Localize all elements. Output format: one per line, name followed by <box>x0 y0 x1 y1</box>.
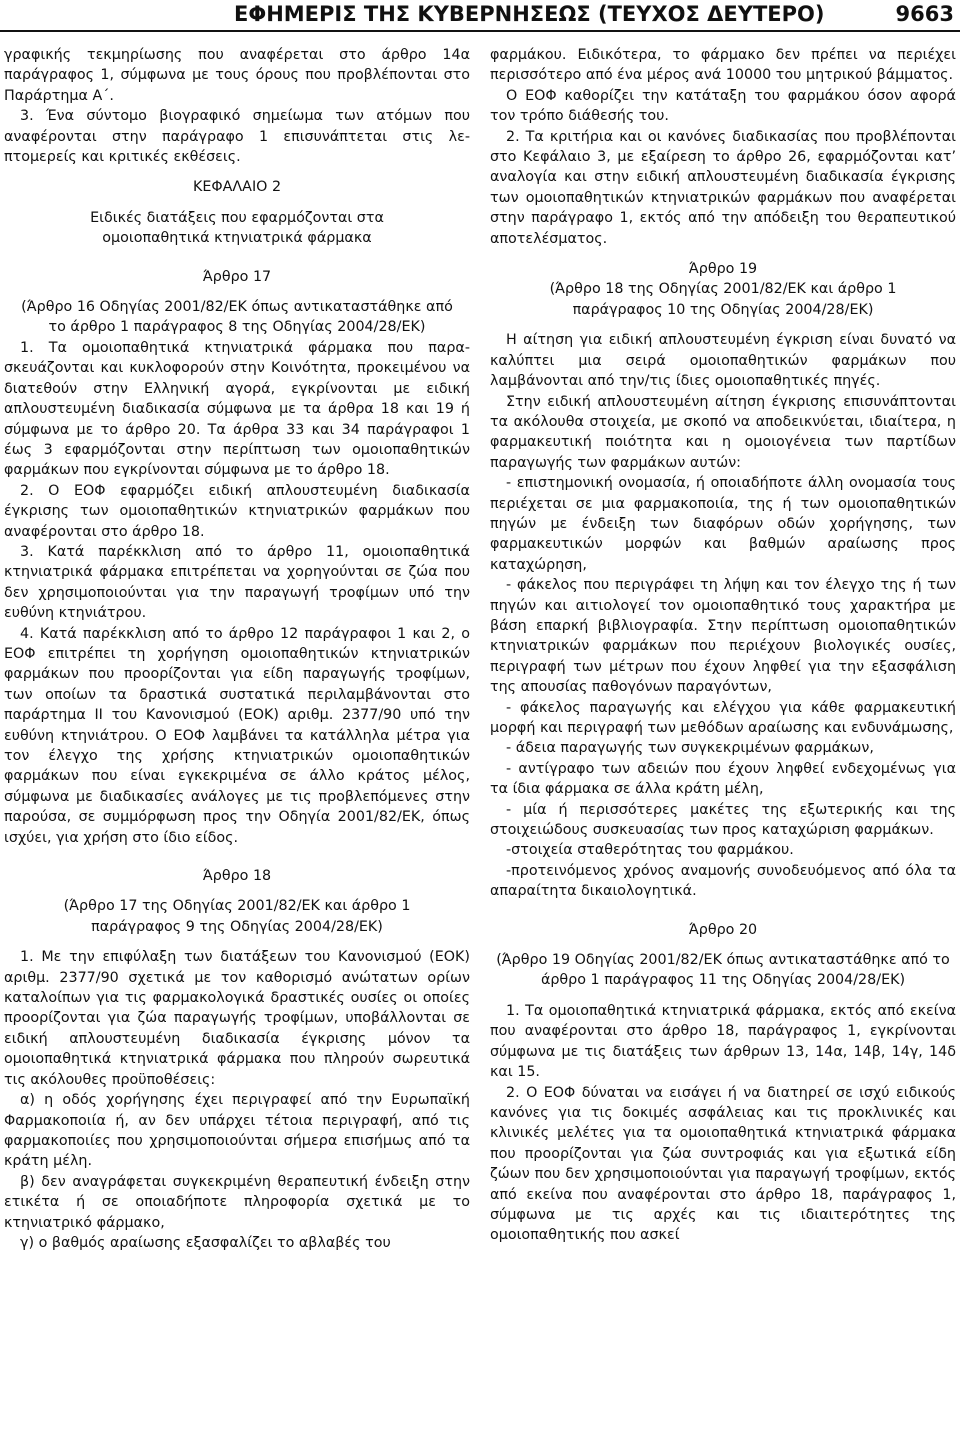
list-item: -στοιχεία σταθερότητας του φαρμάκου. <box>506 842 794 859</box>
list-item: -προτεινόμενος χρόνος αναμονής συνοδευόμενος από όλα τα απαραίτητα δικαιολογητικά. <box>490 862 956 900</box>
paragraph: Ο ΕΟΦ καθορίζει την κατάταξη του φαρμάκου όσον αφορά τον τρόπο διάθεσής του. <box>490 87 956 125</box>
list-item: - άδεια παραγωγής των συγκεκριμένων φαρμάκων, <box>506 740 874 757</box>
article-heading: Άρθρο 20 <box>688 921 758 938</box>
gazette-title: ΕΦΗΜΕΡΙΣ ΤΗΣ ΚΥΒΕΡΝΗΣΕΩΣ (ΤΕΥΧΟΣ ΔΕΥΤΕΡΟ) <box>234 2 825 26</box>
paragraph: γ) ο βαθμός αραίωσης εξασφαλίζει το αβλαβές του <box>20 1234 391 1251</box>
page-header <box>0 0 960 34</box>
article-reference: (Άρθρο 17 της Οδηγίας 2001/82/ΕΚ και άρθρο 1 παράγραφος 9 της Οδηγίας 2004/28/ΕΚ) <box>63 898 411 935</box>
chapter-heading: ΚΕΦΑΛΑΙΟ 2 <box>192 179 282 196</box>
list-item: - αντίγραφο των αδειών που έχουν ληφθεί ενδεχομένως για τα ίδια φάρμακα σε άλλα κράτη μέλη, <box>490 760 956 798</box>
paragraph: 3. Κατά παρέκκλιση από το άρθρο 11, ομοιοπαθητικά κτηνιατρικά φάρμακα επιτρέπεται να χορηγούνται σε ζώα που δεν χρησιμοποιούνται για την παραγωγή τροφίμων υπό την ευθύνη κτηνιάτρου. <box>4 543 470 622</box>
paragraph: 4. Κατά παρέκκλιση από το άρθρο 12 παράγραφοι 1 και 2, ο ΕΟΦ επιτρέπει τη χορήγηση ομοιοπαθητικών κτηνιατρικών φαρμάκων που προορίζονται για είδη παραγωγής τροφίμων, των οποίων τα δραστικά συστατικά περιλαμβάνονται στο παράρτημα ΙΙ του Κανονισμού (ΕΟΚ) αριθμ. 2377/90 υπό την ευθύνη κτηνιάτρου. Ο ΕΟΦ λαμβάνει τα κατάλληλα μέτρα για τον έλεγχο της χρήσης κτηνιατρικών ομοιοπαθητικών φαρμάκων που είναι εγκεκριμένα σε άλλο κράτος μέλος, σύμφωνα με διαδικασίες ανάλογες με τις προβλεπόμενες στην παρούσα, σε συμμόρφωση προς την Οδηγία 2001/82/ΕΚ, όπως ισχύει, για χρήση στο ίδιο είδος. <box>4 625 470 846</box>
page-number: 9663 <box>895 2 954 26</box>
chapter-title: Ειδικές διατάξεις που εφαρμόζονται στα ομοιοπαθητικά κτηνιατρικά φάρμακα <box>90 209 384 247</box>
article-heading: Άρθρο 18 <box>202 868 272 885</box>
paragraph: 1. Τα ομοιοπαθητικά κτηνιατρικά φάρμακα, εκτός από εκείνα που αναφέρονται στο άρθρο 18, παράγραφος 1, εγκρίνονται σύμφωνα με τις διατάξεις των άρθρων 13, 14α, 14β, 14γ, 14δ και 15. <box>490 1002 956 1081</box>
left-column <box>4 45 470 1253</box>
list-item: - μία ή περισσότερες μακέτες της εξωτερικής και της στοιχειώδους συσκευασίας των προς καταχώριση φαρμάκων. <box>490 801 956 839</box>
paragraph: 1. Με την επιφύλαξη των διατάξεων του Κανονισμού (ΕΟΚ) αριθμ. 2377/90 σχετικά με τον καθορισμό ανώτατων ορίων καταλοίπων για τις φαρμακολογικά δραστικές ουσίες οι οποίες προορίζονται για ζώα παραγωγής τροφίμων, υποβάλλονται σε ειδική απλουστευμένη διαδικασία έγκρισης μόνον τα ομοιοπαθητικά κτηνιατρικά φάρμακα που πληρούν σωρευτικά τις ακόλουθες προϋποθέσεις: <box>4 949 470 1088</box>
paragraph: 2. Ο ΕΟΦ δύναται να εισάγει ή να διατηρεί σε ισχύ ειδικούς κανόνες για τις δοκιμές ασφάλειας και τις προκλινικές και κλινικές μελέτες για τα ομοιοπαθητικά κτηνιατρικά φάρμακα που προορίζονται για ζώα συντροφιάς και για εξωτικά είδη ζώων που δεν χρησιμοποιούνται για παραγωγή τροφίμων, εκτός από εκείνα που αναφέρονται στο άρθρο 18, παράγραφος 1, σύμφωνα με τις αρχές και τις ιδιαιτερότητες της ομοιοπαθητικής που ασκεί <box>490 1084 956 1244</box>
paragraph: Στην ειδική απλουστευμένη αίτηση έγκρισης επισυνάπτονται τα ακόλουθα στοιχεία, με σκοπό να αποδεικνύεται, ιδιαίτερα, η φαρμακευτική ποιότητα και η ομοιογένεια των παρτίδων παραγωγής των φαρμάκων αυτών: <box>490 393 956 471</box>
paragraph: 3. Ένα σύντομο βιογραφικό σημείωμα των ατόμων που αναφέρονται στην παράγραφο 1 επισυνάπτεται στις λεπτομερείς και κριτικές εκθέσεις. <box>4 108 470 166</box>
article-heading: Άρθρο 17 <box>202 268 272 285</box>
paragraph: α) η οδός χορήγησης έχει περιγραφεί από την Ευρωπαϊκή Φαρμακοποιία ή, αν δεν υπάρχει τέτοια περιγραφή, από τις φαρμακοποιίες που χρησιμοποιούνται σήμερα επισήμως από τα κράτη μέλη. <box>4 1092 470 1170</box>
paragraph: 2. Ο ΕΟΦ εφαρμόζει ειδική απλουστευμένη διαδικασία έγκρισης των ομοιοπαθητικών κτηνιατρικών φαρμάκων που αναφέρονται στο άρθρο 18. <box>4 482 470 540</box>
paragraph: 1. Τα ομοιοπαθητικά κτηνιατρικά φάρμακα που παρασκευάζονται και κυκλοφορούν στην Κοινότητα, προκειμένου να διατεθούν στην Ελληνική αγορά, εγκρίνονται με ειδική απλουστευμένη διαδικασία σύμφωνα με τα άρθρα 18 και 19 ή σύμφωνα με το άρθρο 20. Τα άρθρα 33 και 34 παράγραφοι 1 έως 3 εφαρμόζονται στην περίπτωση των ομοιοπαθητικών φαρμάκων που εγκρίνονται σύμφωνα με το άρθρο 18. <box>4 339 470 479</box>
list-item: - επιστημονική ονομασία, ή οποιαδήποτε άλλη ονομασία τους περιέχεται σε μια φαρμακοποιία, της ή των ομοιοπαθητικών πηγών με ένδειξη των διαφόρων οδών χορήγησης, των φαρμακευτικών μορφών και βαθμών αραίωσης προς καταχώρηση, <box>490 475 956 573</box>
list-item: - φάκελος που περιγράφει τη λήψη και τον έλεγχο της ή των πηγών και αιτιολογεί τον ομοιοπαθητικό τους χαρακτήρα με βάση επαρκή βιβλιογραφία. Στην περίπτωση ομοιοπαθητικών κτηνιατρικών φαρμάκων που περιέχουν βιολογικές ουσίες, περιγραφή των μέτρων που έχουν ληφθεί για την εξασφάλιση της απουσίας παθογόνων παραγόντων, <box>490 577 956 696</box>
list-item: - φάκελος παραγωγής και ελέγχου για κάθε φαρμακευτική μορφή και περιγραφή των μεθόδων αραίωσης και ενδυνάμωσης, <box>490 699 956 736</box>
paragraph: 2. Τα κριτήρια και οι κανόνες διαδικασίας που προβλέπονται στο Κεφάλαιο 3, με εξαίρεση το άρθρο 26, εφαρμόζονται κατ’ αναλογία και στην ειδική απλουστευμένη διαδικασία έγκρισης των ομοιοπαθητικών κτηνιατρικών φαρμάκων που αναφέρεται στην παράγραφο 1, εκτός από την απόδειξη του θεραπευτικού αποτελέσματος. <box>490 128 956 247</box>
paragraph: Η αίτηση για ειδική απλουστευμένη έγκριση είναι δυνατό να καλύπτει μια σειρά ομοιοπαθητικών φαρμάκων που λαμβάνονται από την/τις ίδιες ομοιοπαθητικές πηγές. <box>490 332 956 390</box>
paragraph: φαρμάκου. Ειδικότερα, το φάρμακο δεν πρέπει να περιέχει περισσότερο από ένα μέρος ανά 10000 του μητρικού βάμματος. <box>490 47 956 84</box>
paragraph: β) δεν αναγράφεται συγκεκριμένη θεραπευτική ένδειξη στην ετικέτα ή σε οποιαδήποτε πληροφορία σχετικά με το κτηνιατρικό φάρμακο, <box>4 1173 470 1231</box>
article-reference: (Άρθρο 18 της Οδηγίας 2001/82/ΕΚ και άρθρο 1 παράγραφος 10 της Οδηγίας 2004/28/ΕΚ) <box>549 281 897 318</box>
right-column <box>490 45 956 1246</box>
paragraph: γραφικής τεκμηρίωσης που αναφέρεται στο άρθρο 14α παράγραφος 1, σύμφωνα με τους όρους που προβλέπονται στο Παράρτημα Α΄. <box>4 47 470 104</box>
article-heading: Άρθρο 19 <box>688 261 758 278</box>
article-reference: (Άρθρο 16 Οδηγίας 2001/82/ΕΚ όπως αντικαταστάθηκε από το άρθρο 1 παράγραφος 8 της Οδηγίας 2004/28/ΕΚ) <box>21 299 453 336</box>
header-rule <box>0 30 960 32</box>
article-reference: (Άρθρο 19 Οδηγίας 2001/82/ΕΚ όπως αντικαταστάθηκε από το άρθρο 1 παράγραφος 11 της Οδηγίας 2004/28/ΕΚ) <box>496 952 950 989</box>
